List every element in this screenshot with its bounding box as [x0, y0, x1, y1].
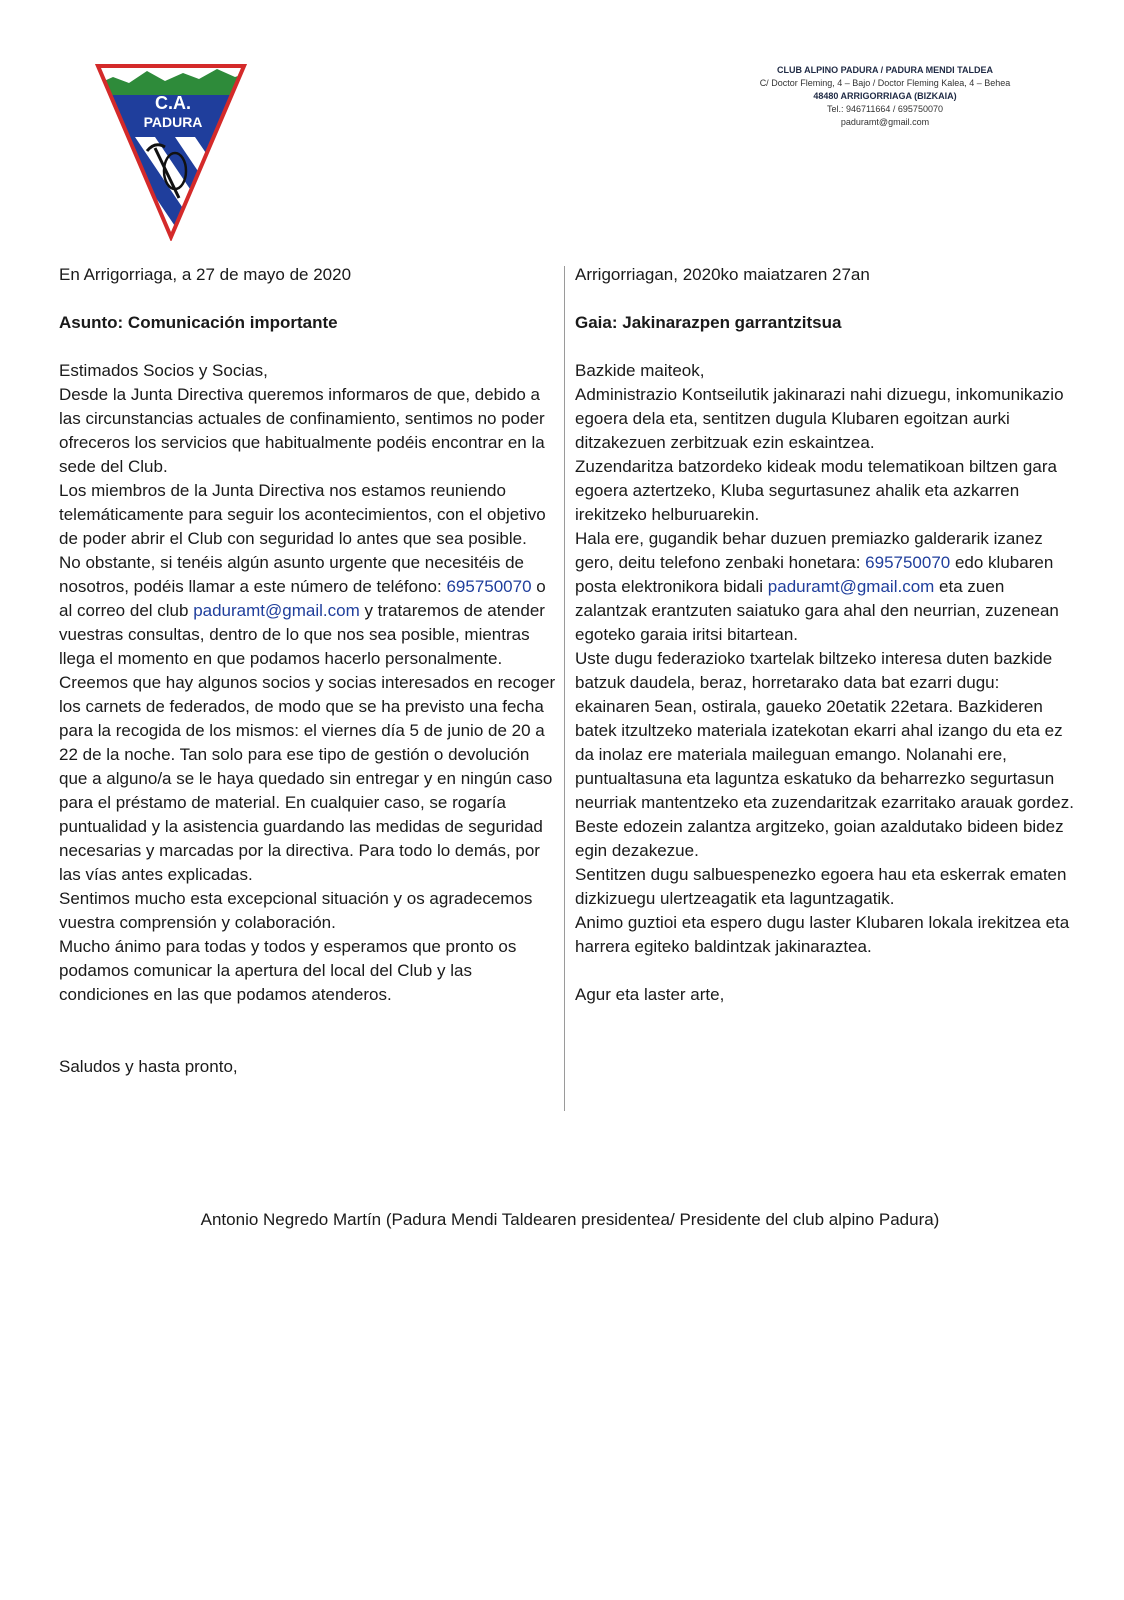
letter-date: En Arrigorriaga, a 27 de mayo de 2020	[59, 265, 352, 284]
letterhead-email: paduramt@gmail.com	[840, 117, 930, 127]
letter-column-spanish	[59, 263, 559, 1079]
column-divider	[564, 266, 565, 1111]
triangle-logo-icon	[95, 63, 247, 241]
letter-paragraph: Mucho ánimo para todas y todos y esperamos que pronto os podamos comunicar la apertura del local del Club y las condiciones en las que podamos atenderos.	[59, 937, 517, 1004]
letter-paragraph: Animo guztioi eta espero dugu laster Klubaren lokala irekitzea eta harrera egiteko baldintzak jakinaraztea.	[575, 913, 1070, 956]
signature-line: Antonio Negredo Martín (Padura Mendi Taldearen presidentea/ Presidente del club alpino Padura)	[200, 1210, 940, 1229]
letterhead-name: CLUB ALPINO PADURA / PADURA MENDI TALDEA	[777, 65, 993, 75]
text: eta zuen zalantzak erantzuten saiatuko gara ahal den neurrian, zuzenean egoteko garaia iritsi bitartean.	[575, 577, 1059, 644]
phone-link[interactable]: 695750070	[865, 553, 951, 572]
letter-paragraph: Sentitzen dugu salbuespenezko egoera hau eta eskerrak ematen dizkizuegu ulertzeagatik eta laguntzagatik.	[575, 865, 1067, 908]
club-letterhead	[740, 64, 1030, 129]
text: edo klubaren posta elektronikora bidali	[575, 553, 1054, 596]
letter-paragraph: Zuzendaritza batzordeko kideak modu telematikoan biltzen gara egoera aztertzeko, Kluba segurtasunez ahalik eta azkarren irekitzeko helburuarekin.	[575, 457, 1057, 524]
phone-link[interactable]: 695750070	[446, 577, 532, 596]
text: y trataremos de atender vuestras consultas, dentro de lo que nos sea posible, mientras llega el momento en que podamos hacerlo personalmente.	[59, 601, 545, 668]
letter-subject: Gaia: Jakinarazpen garrantzitsua	[575, 313, 842, 332]
letter-greeting: Bazkide maiteok,	[575, 361, 705, 380]
email-link[interactable]: paduramt@gmail.com	[767, 577, 935, 596]
logo-text-bottom: PADURA	[143, 114, 203, 130]
letter-closing: Agur eta laster arte,	[575, 985, 725, 1004]
text: o al correo del club	[59, 577, 546, 620]
letter-closing: Saludos y hasta pronto,	[59, 1057, 238, 1076]
letter-paragraph-contact	[59, 551, 559, 671]
letterhead-city: 48480 ARRIGORRIAGA (BIZKAIA)	[813, 91, 957, 101]
letterhead-phone: Tel.: 946711664 / 695750070	[827, 104, 943, 114]
letter-paragraph: Creemos que hay algunos socios y socias interesados en recoger los carnets de federados, de modo que se ha previsto una fecha para la recogida de los mismos: el viernes día 5 de junio de 20 a 22 de la noche. Tan solo para ese tipo de gestión o devolución que a alguno/a se le haya quedado sin entregar y en ningún caso para el préstamo de material. En cualquier caso, se rogaría puntualidad y la asistencia guardando las medidas de seguridad necesarias y marcadas por la directiva. Para todo lo demás, por las vías antes explicadas.	[59, 673, 556, 884]
letter-paragraph: Los miembros de la Junta Directiva nos estamos reuniendo telemáticamente para seguir los acontecimientos, con el objetivo de poder abrir el Club con seguridad lo antes que sea posible.	[59, 481, 546, 548]
text: No obstante, si tenéis algún asunto urgente que necesitéis de nosotros, podéis llamar a este número de teléfono:	[59, 553, 524, 596]
text: Hala ere, gugandik behar duzuen premiazko galderarik izanez gero, deitu telefono zenbaki honetara:	[575, 529, 1043, 572]
letter-date: Arrigorriagan, 2020ko maiatzaren 27an	[575, 265, 870, 284]
letter-paragraph: Uste dugu federazioko txartelak biltzeko interesa duten bazkide batzuk daudela, beraz, horretarako data bat ezarri dugu: ekainaren 5ean, ostirala, gaueko 20etatik 22etara. Bazkideren batek itzultzeko materiala izatekotan ekarri ahal izango du eta ez da inolaz ere materiala maileguan emango. Nolanahi ere, puntualtasuna eta laguntza eskatuko da beharrezko segurtasun neurriak mantentzeko eta zuzendaritzak ezarritako arauak gordez. Beste edozein zalantza argitzeko, goian azaldutako bideen bidez egin dezakezue.	[575, 649, 1074, 860]
letter-paragraph: Desde la Junta Directiva queremos informaros de que, debido a las circunstancias actuales de confinamiento, sentimos no poder ofreceros los servicios que habitualmente podéis encontrar en la sede del Club.	[59, 385, 545, 476]
email-link[interactable]: paduramt@gmail.com	[193, 601, 360, 620]
club-logo	[95, 63, 247, 241]
spacer	[59, 1007, 559, 1055]
letterhead-address: C/ Doctor Fleming, 4 – Bajo / Doctor Fleming Kalea, 4 – Behea	[759, 78, 1011, 88]
spacer	[575, 959, 1075, 983]
letter-paragraph: Administrazio Kontseilutik jakinarazi nahi dizuegu, inkomunikazio egoera dela eta, sentitzen dugula Klubaren egoitzan aurki ditzakezuen zerbitzuak ezin eskaintzea.	[575, 385, 1064, 452]
letter-greeting: Estimados Socios y Socias,	[59, 361, 268, 380]
letter-paragraph: Sentimos mucho esta excepcional situación y os agradecemos vuestra comprensión y colaboración.	[59, 889, 533, 932]
letter-subject: Asunto: Comunicación importante	[59, 313, 338, 332]
letter-paragraph-contact	[575, 527, 1075, 647]
logo-text-top: C.A.	[155, 93, 191, 113]
letter-column-basque	[575, 263, 1075, 1007]
